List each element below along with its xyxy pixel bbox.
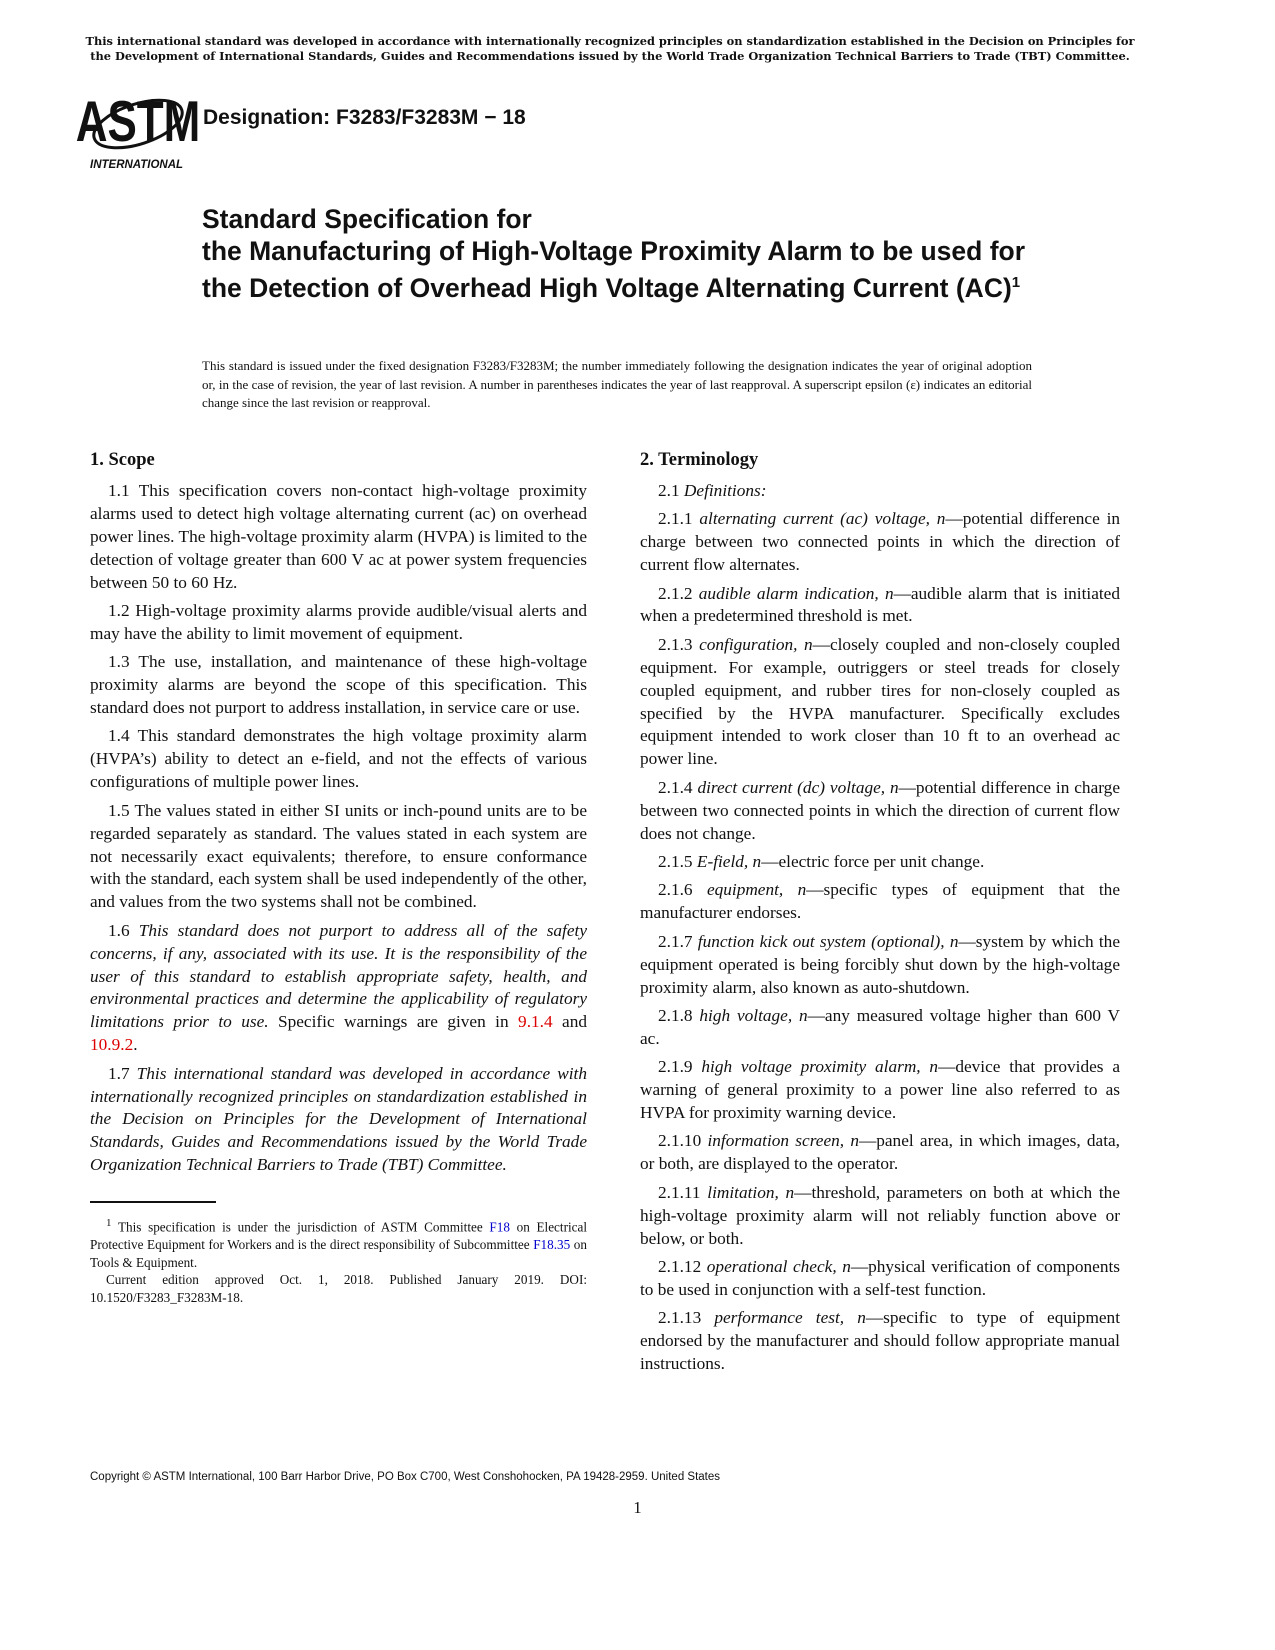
definition-term: high voltage proximity alarm, n (701, 1057, 939, 1077)
wto-statement: This international standard was developed in accordance with internationally recognized principles on standardization established in the Decision on Principles for the Development of International Standards, Guides and Recommendations issued by the World Trade Organization Technical Barriers to Trade (TBT) Committee. (90, 1063, 587, 1175)
definition-text: —electric force per unit change. (761, 852, 985, 871)
definition-term: high voltage, n (699, 1005, 808, 1025)
right-column (640, 449, 1120, 1382)
link-f18-35[interactable]: F18.35 (533, 1237, 571, 1253)
text: . (133, 1035, 138, 1055)
definition-text: —panel area, in which images, data, or both, are displayed to the operator. (640, 1131, 1120, 1174)
para-number: 1.7 (108, 1063, 137, 1083)
definition-term: performance test, n (714, 1308, 866, 1328)
svg-text:ASTM: ASTM (75, 89, 201, 154)
definition-item (640, 1256, 1120, 1302)
para-number: 2.1 (658, 480, 684, 500)
scope-1-6 (90, 920, 587, 1057)
definition-term: function kick out system (optional), n (697, 931, 959, 951)
definition-number: 2.1.9 (658, 1057, 702, 1077)
definition-term: E-field, n (696, 852, 762, 871)
footnote-mark: 1 (106, 1217, 112, 1230)
definition-item (640, 508, 1120, 577)
svg-text:INTERNATIONAL: INTERNATIONAL (90, 159, 184, 171)
definition-number: 2.1.2 (658, 583, 699, 603)
definition-list (640, 508, 1120, 1376)
definitions-subheading (640, 480, 1120, 503)
text: and (552, 1012, 587, 1032)
definition-text: —specific types of equipment that the manufacturer endorses. (640, 880, 1120, 923)
definition-term: operational check, n (706, 1257, 851, 1276)
link-10-9-2[interactable]: 10.9.2 (90, 1035, 134, 1055)
link-f18[interactable]: F18 (489, 1219, 510, 1235)
definition-text: —system by which the equipment operated is being forcibly shut down by the high-voltage proximity alarm, also known as auto-shutdown. (640, 931, 1120, 997)
definition-item (640, 777, 1120, 846)
definition-item (640, 879, 1120, 925)
definition-number: 2.1.10 (658, 1131, 708, 1151)
text: on Tools & Equipment. (90, 1237, 587, 1270)
document-title (202, 204, 1062, 304)
text: This specification is under the jurisdiction of ASTM Committee (111, 1219, 490, 1235)
definition-number: 2.1.3 (658, 634, 700, 654)
link-9-1-4[interactable]: 9.1.4 (518, 1012, 553, 1032)
definition-item (640, 1056, 1120, 1125)
scope-heading: 1. Scope (90, 450, 155, 470)
definition-number: 2.1.11 (658, 1182, 708, 1202)
definition-text: —physical verification of components to be used in conjunction with a self-test function. (640, 1257, 1120, 1299)
definition-number: 2.1.1 (658, 509, 700, 529)
text: on Electrical Protective Equipment for Workers and is the direct responsibility of Subcommittee (90, 1219, 588, 1253)
definition-text: —any measured voltage higher than 600 V ac. (640, 1005, 1120, 1048)
definition-item (640, 931, 1120, 1000)
definition-number: 2.1.5 (658, 852, 697, 871)
definition-number: 2.1.13 (658, 1308, 715, 1328)
definition-text: —threshold, parameters on both at which the high-voltage proximity alarm will not reliably function above or below, or both. (640, 1182, 1120, 1248)
definitions-label: Definitions: (683, 480, 767, 500)
astm-logo (75, 84, 201, 172)
definition-number: 2.1.12 (658, 1257, 707, 1276)
issue-note: This standard is issued under the fixed designation F3283/F3283M; the number immediately following the designation indicates the year of original adoption or, in the case of revision, the year of last revision. A number in parentheses indicates the year of last reapproval. A superscript epsilon (ε) indicates an editorial change since the last revision or reapproval. (202, 358, 1032, 410)
safety-statement: This standard does not purport to address all of the safety concerns, if any, associated with its use. It is the responsibility of the user of this standard to establish appropriate safety, health, and environmental practices and determine the applicability of regulatory limitations prior to use. (90, 920, 588, 1032)
definition-item (640, 583, 1120, 629)
left-column (90, 449, 587, 1306)
scope-1-1: 1.1 This specification covers non-contact high-voltage proximity alarms used to detect high voltage alternating current (ac) on overhead power lines. The high-voltage proximity alarm (HVPA) is limited to the detection of voltage greater than 600 V ac at power system frequencies between 50 to 60 Hz. (90, 480, 587, 592)
definition-text: —specific to type of equipment endorsed by the manufacturer and should follow appropriate manual instructions. (640, 1308, 1120, 1374)
definition-item (640, 1307, 1120, 1376)
definition-number: 2.1.6 (658, 880, 707, 900)
definition-term: configuration, n (699, 634, 813, 654)
scope-1-3: 1.3 The use, installation, and maintenance of these high-voltage proximity alarms are beyond the scope of this specification. This standard does not purport to address installation, in service care or use. (90, 652, 587, 718)
definition-text: —audible alarm that is initiated when a predetermined threshold is met. (640, 583, 1120, 626)
footnote-divider (90, 1201, 216, 1203)
para-number: 1.6 (108, 920, 139, 940)
terminology-heading: 2. Terminology (640, 450, 759, 470)
title-line-2: the Manufacturing of High-Voltage Proximity Alarm to be used for the Detection of Overhead High Voltage Alternating Current (AC) (202, 235, 1026, 303)
definition-text: —potential difference in charge between two connected points in which the direction of current flow alternates. (640, 509, 1121, 575)
standard-notice: This international standard was developed in accordance with internationally recognized principles on standardization established in the Decision on Principles for the Development of International Standards, Guides and Recommendations issued by the World Trade Organization Technical Barriers to Trade (TBT) Committee. (85, 34, 1135, 63)
definition-number: 2.1.4 (658, 777, 698, 797)
definition-item (640, 851, 1120, 874)
footnote (90, 1215, 587, 1306)
scope-1-7 (90, 1063, 587, 1178)
definition-number: 2.1.8 (658, 1005, 700, 1025)
definition-text: —device that provides a warning of general proximity to a power line also referred to as HVPA for proximity warning device. (640, 1057, 1120, 1123)
definition-term: direct current (dc) voltage, n (697, 777, 899, 797)
title-footnote-mark[interactable]: 1 (1011, 274, 1021, 291)
definition-term: audible alarm indication, n (698, 583, 894, 603)
designation: Designation: F3283/F3283M − 18 (203, 106, 526, 129)
definition-text: —potential difference in charge between two connected points in which the direction of current flow does not change. (640, 777, 1120, 843)
definition-term: equipment, n (706, 880, 807, 900)
definition-term: information screen, n (707, 1131, 859, 1151)
definition-item (640, 1005, 1120, 1051)
definition-number: 2.1.7 (658, 931, 698, 951)
definition-term: alternating current (ac) voltage, n (699, 509, 946, 529)
scope-1-5: 1.5 The values stated in either SI units or inch-pound units are to be regarded separately as standard. The values stated in each system are not necessarily exact equivalents; therefore, to ensure conformance with the standard, each system shall be used independently of the other, and values from the two systems shall not be combined. (90, 800, 587, 912)
definition-term: limitation, n (707, 1182, 795, 1202)
text: Specific warnings are given in (268, 1012, 519, 1032)
title-line-1: Standard Specification for (202, 204, 532, 234)
definition-item (640, 1130, 1120, 1176)
definition-text: —closely coupled and non-closely coupled equipment. For example, outriggers or steel treads for closely coupled equipment, and rubber tires for non-closely coupled as specified by the HVPA manufacturer. Specifically excludes equipment intended to work closer than 10 ft to an overhead ac power line. (640, 634, 1120, 769)
definition-item (640, 634, 1120, 771)
copyright: Copyright © ASTM International, 100 Barr Harbor Drive, PO Box C700, West Conshohocken, PA 19428-2959. United States (90, 1471, 721, 1483)
scope-1-4: 1.4 This standard demonstrates the high voltage proximity alarm (HVPA’s) ability to detect an e-field, and not the effects of various configurations of multiple power lines. (90, 726, 587, 792)
scope-1-2: 1.2 High-voltage proximity alarms provide audible/visual alerts and may have the ability to limit movement of equipment. (90, 600, 587, 643)
page-number: 1 (633, 1498, 642, 1517)
edition-note: Current edition approved Oct. 1, 2018. Published January 2019. DOI: 10.1520/F3283_F3283M-18. (90, 1272, 587, 1305)
definition-item (640, 1182, 1120, 1251)
